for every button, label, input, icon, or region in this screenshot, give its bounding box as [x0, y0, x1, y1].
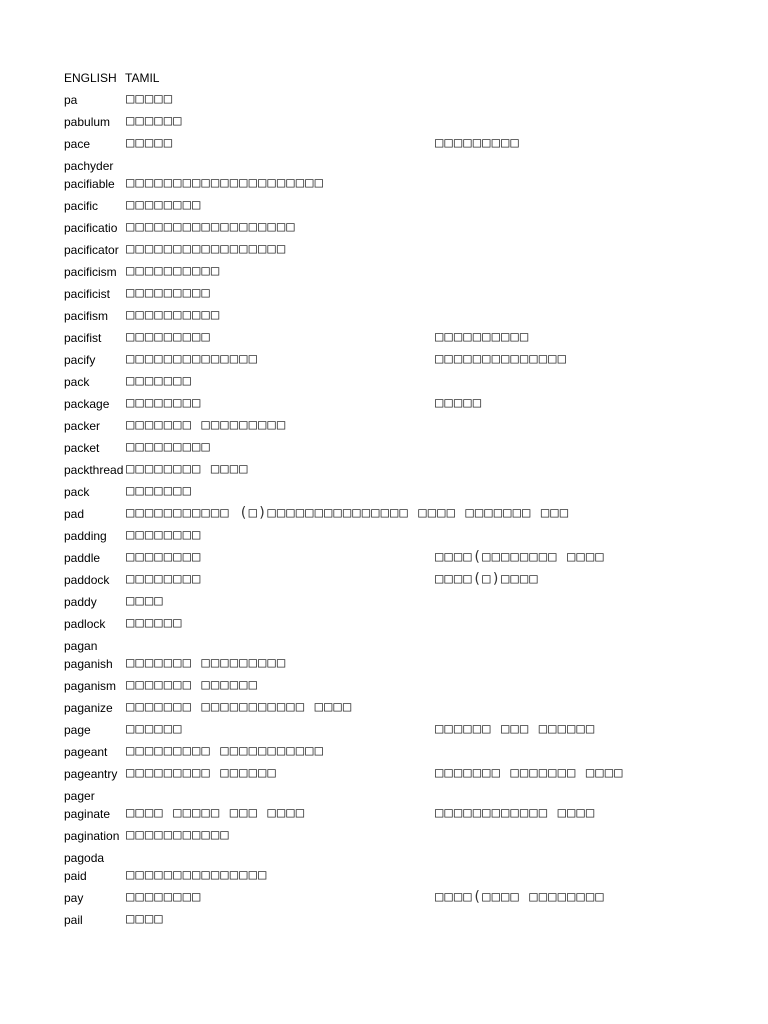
table-row	[64, 371, 676, 393]
english-word: paddock	[64, 573, 110, 587]
english-word: pagoda	[64, 851, 105, 865]
english-word: pay	[64, 891, 84, 905]
table-row	[64, 349, 676, 371]
english-word: pacific	[64, 199, 99, 213]
tamil-translation: □□□□□□	[126, 721, 183, 737]
tamil-translation: □□□□□□□□□□□□□□□□□□	[126, 219, 296, 235]
tamil-translation-alt: □□□□□□□□□	[435, 135, 520, 151]
tamil-translation: □□□□□	[126, 91, 174, 107]
table-row	[64, 239, 676, 261]
table-row	[64, 459, 676, 481]
tamil-translation-alt: □□□□□□□□□□□□□□	[435, 351, 568, 367]
table-row	[64, 217, 676, 239]
english-word: pageant	[64, 745, 108, 759]
tamil-translation-alt: □□□□□□ □□□ □□□□□□	[435, 721, 596, 737]
tamil-translation: □□□□ □□□□□ □□□ □□□□	[126, 805, 306, 821]
tamil-translation-alt: □□□□□□□□□□□□ □□□□	[435, 805, 596, 821]
table-row	[64, 653, 676, 675]
english-word: page	[64, 723, 91, 737]
english-word: paganism	[64, 679, 117, 693]
tamil-translation: □□□□□□□□□□	[126, 263, 221, 279]
tamil-translation: □□□□□□□□□ □□□□□□□□□□□	[126, 743, 325, 759]
table-row	[64, 173, 676, 195]
tamil-translation: □□□□□□□□□□□□□□□□□□□□□	[126, 175, 325, 191]
table-row	[64, 569, 676, 591]
english-word: packer	[64, 419, 101, 433]
english-word: paddle	[64, 551, 101, 565]
table-row	[64, 305, 676, 327]
table-row	[64, 719, 676, 741]
rows-container	[64, 89, 676, 931]
table-row	[64, 155, 676, 173]
english-word: package	[64, 397, 110, 411]
tamil-translation: □□□□□□□□□	[126, 329, 211, 345]
table-row	[64, 415, 676, 437]
english-word: paid	[64, 869, 87, 883]
tamil-translation: □□□□□□□□	[126, 549, 202, 565]
english-word: pa	[64, 93, 78, 107]
tamil-translation: □□□□□□□□□□□ (□)□□□□□□□□□□□□□□□ □□□□ □□□□□□□ □□□	[126, 505, 570, 521]
table-row	[64, 909, 676, 931]
english-word: pack	[64, 375, 90, 389]
table-row	[64, 133, 676, 155]
tamil-translation: □□□□□□□□□□□	[126, 827, 230, 843]
table-row	[64, 327, 676, 349]
english-word: pageantry	[64, 767, 118, 781]
english-word: pagan	[64, 639, 98, 653]
tamil-translation: □□□□□□□	[126, 483, 193, 499]
tamil-translation: □□□□□□□□ □□□□	[126, 461, 249, 477]
english-word: paginate	[64, 807, 111, 821]
tamil-translation: □□□□□□□ □□□□□□□□□□□ □□□□	[126, 699, 353, 715]
english-word: pagination	[64, 829, 120, 843]
english-word: pad	[64, 507, 85, 521]
table-row	[64, 697, 676, 719]
tamil-translation: □□□□□□□□	[126, 395, 202, 411]
table-row	[64, 111, 676, 133]
tamil-translation: □□□□□□□□□	[126, 439, 211, 455]
table-row	[64, 613, 676, 635]
tamil-translation: □□□□□□□□□□	[126, 307, 221, 323]
tamil-translation: □□□□□□□□	[126, 889, 202, 905]
english-word: pack	[64, 485, 90, 499]
tamil-translation: □□□□□□□□□	[126, 285, 211, 301]
tamil-translation-alt: □□□□(□□□□□□□□ □□□□	[435, 549, 605, 565]
tamil-translation: □□□□□□□□	[126, 197, 202, 213]
tamil-translation: □□□□□	[126, 135, 174, 151]
tamil-translation: □□□□□□□□□□□□□□□□□	[126, 241, 287, 257]
table-row	[64, 503, 676, 525]
tamil-translation: □□□□□□□□	[126, 571, 202, 587]
english-word: pabulum	[64, 115, 111, 129]
tamil-translation-alt: □□□□(□□□□ □□□□□□□□	[435, 889, 605, 905]
tamil-translation-alt: □□□□□□□ □□□□□□□ □□□□	[435, 765, 624, 781]
english-word: packet	[64, 441, 100, 455]
tamil-translation: □□□□□□	[126, 615, 183, 631]
tamil-translation: □□□□□□	[126, 113, 183, 129]
table-row	[64, 675, 676, 697]
table-row	[64, 865, 676, 887]
table-row	[64, 825, 676, 847]
table-row	[64, 195, 676, 217]
table-row	[64, 591, 676, 613]
english-word: pager	[64, 789, 95, 803]
tamil-translation: □□□□□□□□	[126, 527, 202, 543]
english-word: paddy	[64, 595, 97, 609]
column-header-english: ENGLISH	[64, 71, 117, 85]
tamil-translation: □□□□□□□ □□□□□□	[126, 677, 259, 693]
english-word: pacificism	[64, 265, 117, 279]
table-row	[64, 437, 676, 459]
table-row	[64, 763, 676, 785]
tamil-translation-alt: □□□□□	[435, 395, 483, 411]
english-word: pail	[64, 913, 83, 927]
english-word: pacifist	[64, 331, 102, 345]
tamil-translation-alt: □□□□□□□□□□	[435, 329, 530, 345]
table-row	[64, 785, 676, 803]
english-word: paganize	[64, 701, 113, 715]
column-header-tamil: TAMIL	[125, 71, 160, 85]
tamil-translation: □□□□□□□	[126, 373, 193, 389]
table-row	[64, 547, 676, 569]
table-row	[64, 525, 676, 547]
table-row	[64, 481, 676, 503]
table-row	[64, 741, 676, 763]
english-word: pacifiable	[64, 177, 115, 191]
spreadsheet	[64, 67, 676, 931]
table-row	[64, 261, 676, 283]
english-word: pacifism	[64, 309, 109, 323]
tamil-translation: □□□□□□□ □□□□□□□□□	[126, 417, 287, 433]
english-word: padlock	[64, 617, 106, 631]
tamil-translation: □□□□	[126, 593, 164, 609]
table-row	[64, 847, 676, 865]
english-word: paganish	[64, 657, 113, 671]
english-word: packthread	[64, 463, 124, 477]
english-word: pacificatio	[64, 221, 118, 235]
table-row	[64, 283, 676, 305]
table-row	[64, 887, 676, 909]
tamil-translation-alt: □□□□(□)□□□□	[435, 571, 539, 587]
english-word: padding	[64, 529, 107, 543]
tamil-translation: □□□□□□□□□□□□□□□	[126, 867, 268, 883]
table-row	[64, 393, 676, 415]
tamil-translation: □□□□	[126, 911, 164, 927]
table-row	[64, 803, 676, 825]
tamil-translation: □□□□□□□□□ □□□□□□	[126, 765, 277, 781]
english-word: pachyder	[64, 159, 114, 173]
table-row	[64, 635, 676, 653]
header-row	[64, 67, 676, 89]
table-row	[64, 89, 676, 111]
english-word: pacificator	[64, 243, 119, 257]
english-word: pace	[64, 137, 91, 151]
tamil-translation: □□□□□□□□□□□□□□	[126, 351, 259, 367]
english-word: pacificist	[64, 287, 111, 301]
english-word: pacify	[64, 353, 96, 367]
tamil-translation: □□□□□□□ □□□□□□□□□	[126, 655, 287, 671]
